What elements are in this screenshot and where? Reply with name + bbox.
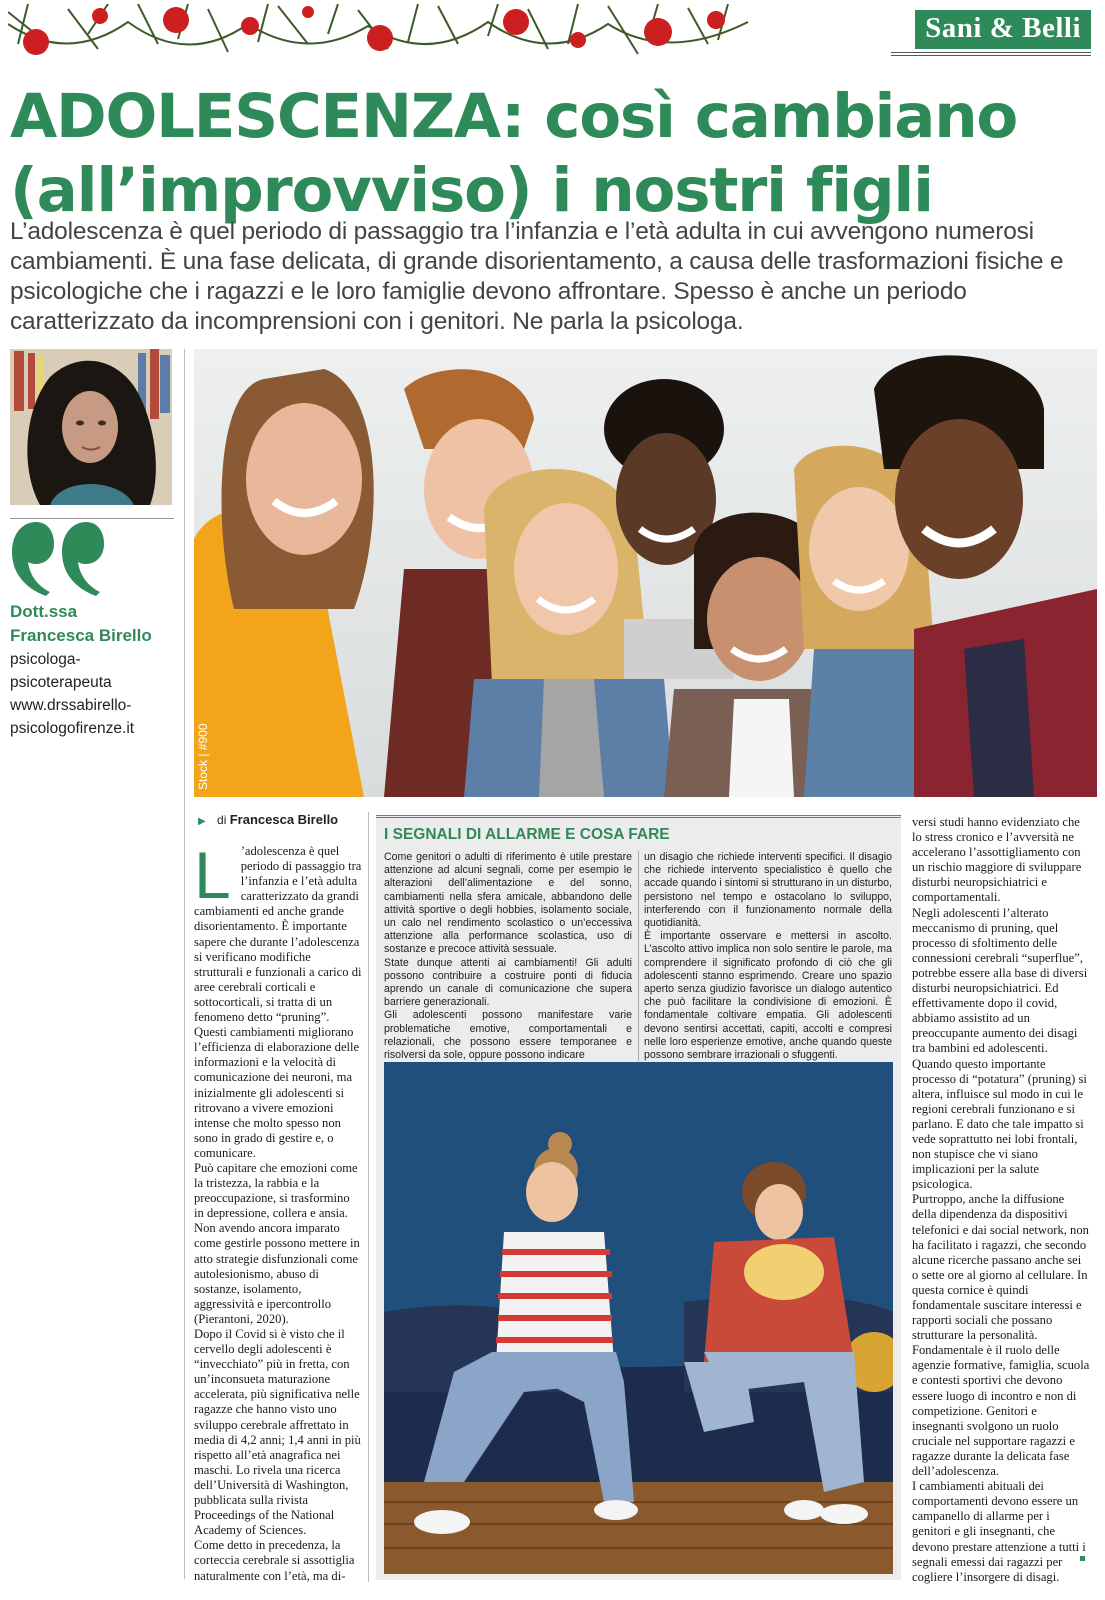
article-lead: L’adolescenza è quel periodo di passaggio tra l’infanzia e l’età adulta in cui avvengono numerosi cambiamenti. È una fase delicata, di grande disorientamento, a causa delle trasformazioni fisiche e psicologiche che i ragazzi e le loro famiglie devono affrontare. Spesso è anche un periodo caratterizzato da incomprensioni con i genitori. Ne parla la psicologa. [10,218,1064,335]
author-portrait-photo [10,349,172,505]
article-paragraph: Come detto in precedenza, la corteccia cerebrale si assottiglia naturalmente con l’età, ma di- [194,1538,355,1583]
box-column-1 [384,851,632,1062]
box-paragraph: un disagio che richiede interventi specifici. Il disagio che richiede intervento specialistico è quello che accade quando i sintomi si strutturano in un disturbo, persistono nel tempo e ostacolano lo sviluppo, interferendo con il funzionamento normale della quotidianità. [644,851,892,930]
column-divider [184,349,185,1579]
box-paragraph: È importante osservare e mettersi in ascolto. L’ascolto attivo implica non solo sentire le parole, ma comprendere il significato profondo di ciò che gli adolescenti stanno esprimendo. Creare uno spazio aperto senza giudizio favorisce un dialogo autentico che può facilitare la condivisione di emozioni. È fondamentale coltivare empatia. Gli adolescenti devono sentirsi accettati, capiti, accolti e compresi nelle loro esperienze emotive, anche quando queste possono sembrare irrazionali o sfuggenti. [644,930,892,1062]
article-column-1 [194,838,362,1584]
author-credentials [10,648,185,740]
author-role-line-2: psicoterapeuta [10,674,112,691]
article-paragraph: Fondamentale è il ruolo delle agenzie formative, famiglia, scuola e contesti sportivi che devono essere luogo di incontro e non di competizione. Genitori e insegnanti svolgono un ruolo cruciale nel supportare ragazzi e ragazze durante la delicata fase dell’adolescenza. [912,1343,1090,1479]
article-paragraph: Dopo il Covid si è visto che il cervello degli adolescenti è “invecchiato” più in fretta, con un’inconsueta maturazione accelerata, più significativa nelle ragazze che hanno visto uno sviluppo cerebrale affrettato in media di 4,2 anni; 1,4 anni in più rispetto all’età anagrafica nei maschi. Lo rivela una ricerca dell’Università di Washington, pubblicata sulla rivista Proceedings of the National Academy of Sciences. [194,1327,361,1538]
box-paragraph: Come genitori o adulti di riferimento è utile prestare attenzione ad alcuni segnali, come per esempio le alterazioni dell’alimentazione e del sonno, cambiamenti nella sfera amicale, abbandono delle attività sportive o degli hobbies, isolamento sociale, un calo nel rendimento scolastico o un’eccessiva attenzione alla performance scolastica, uso di sostanze e precoce attività sessuale. [384,851,632,956]
article-paragraph: Purtroppo, anche la diffusione della dipendenza da dispositivi telefonici e dai social network, non ha facilitato i ragazzi, che secondo alcune ricerche passano anche sei o sette ore al giorno al cellulare. In questa cornice è quindi fondamentale suscitare interessi e rapporti sociali che possano strutturare la personalità. [912,1192,1089,1343]
byline [198,812,378,827]
author-divider [10,518,174,519]
article-paragraph: versi studi hanno evidenziato che lo stress cronico e l’avversità ne accelerano l’assottigliamento con un rischio maggiore di sviluppare disturbi neuropsichiatrici e comportamentali. [912,815,1082,905]
intro-text: ’adolescenza è quel periodo di passaggio tra l’infanzia e l’età adulta caratterizzato da grandi cambiamenti ed anche grande disorientamento. È importante sapere che durante l’adolescenza si verificano modifiche strutturali e funzionali a carico di aree cerebrali corticali e sottocorticali, si tratta di un fenomeno detto “pruning”. Questi cambiamenti migliorano l’efficienza di elaborazione delle informazioni e la velocità di comunicazione dei neuroni, ma inizialmente gli adolescenti si ritrovano a vivere emozioni intense che molto spesso non sono in grado di gestire e, o comunicare. [194,844,362,1160]
box-paragraph: State dunque attenti ai cambiamenti! Gli adulti possono contribuire a costruire ponti di fiducia aprendo un canale di comunicazione che supera barriere generazionali. [384,956,632,1009]
article-paragraph: Può capitare che emozioni come la tristezza, la rabbia e la preoccupazione, si trasformino in depressione, collera e ansia. Non avendo ancora imparato come gestirle possono mettere in atto strategie disfunzionali come autolesionismo, abuso di sostanze, isolamento, aggressività e ipercontrollo (Pierantoni, 2020). [194,1160,360,1326]
christmas-garland-decoration [8,4,768,74]
column-divider [368,812,369,1582]
drop-cap: L [194,838,231,912]
author-website-line-2: psicologofirenze.it [10,720,135,737]
article-end-mark [1080,1556,1085,1561]
byline-arrow-icon: ▶ [198,816,206,827]
sad-teenagers-on-sofa-photo [384,1062,893,1574]
article-headline [10,80,1100,228]
article-paragraph: Negli adolescenti l’alterato meccanismo di pruning, quel processo di sfoltimento delle connessioni cerebrali “superflue”, potrebbe essere alla base di diversi disturbi neuropsichiatrici. Ed effettivamente dopo il covid, abbiamo assistito ad un preoccupante aumento dei disagi tra bambini ed adolescenti. Quando questo importante processo di “potatura” (pruning) si altera, influisce sul modo in cui le regioni cerebrali funzionano e si parlano. E dato che tale impatto si vede soprattutto nei lobi frontali, non stupisce che vi siano implicazioni per la salute psicologica. [912,905,1088,1192]
article-column-3 [912,815,1090,1585]
box-column-divider [638,851,639,1061]
box-paragraph: Gli adolescenti possono manifestare varie problematiche emotive, comportamentali e relazionali, che possono essere temporanee e risolversi da sole, oppure possono indicare [384,1009,632,1062]
box-column-2 [644,851,892,1062]
author-name [10,600,180,648]
author-website-line-1: www.drssabirello- [10,697,132,714]
headline-line-1: ADOLESCENZA: così cambiano [10,81,1018,152]
quotation-mark-icon [10,522,110,596]
box-title: I SEGNALI DI ALLARME E COSA FARE [384,826,670,843]
byline-prefix: di [217,813,227,827]
headline-line-2: (all’improvviso) i nostri figli [10,155,933,226]
rubric-underline [891,52,1091,56]
photo-credit: Stock | #900 [196,723,210,790]
author-role-line-1: psicologa- [10,651,81,668]
author-full-name: Francesca Birello [10,626,152,645]
byline-author: Francesca Birello [229,812,339,827]
article-intro-paragraph [194,838,362,1161]
teenagers-group-photo [194,349,1097,797]
author-title: Dott.ssa [10,602,78,621]
article-paragraph: I cambiamenti abituali dei comportamenti devono essere un campanello di allarme per i genitori e gli insegnanti, che devono prestare attenzione a tutti i segnali emessi dai ragazzi per cogliere l’insorgere di disagi. [912,1479,1086,1584]
warning-signs-box [376,815,901,1580]
section-rubric: Sani & Belli [915,10,1091,49]
